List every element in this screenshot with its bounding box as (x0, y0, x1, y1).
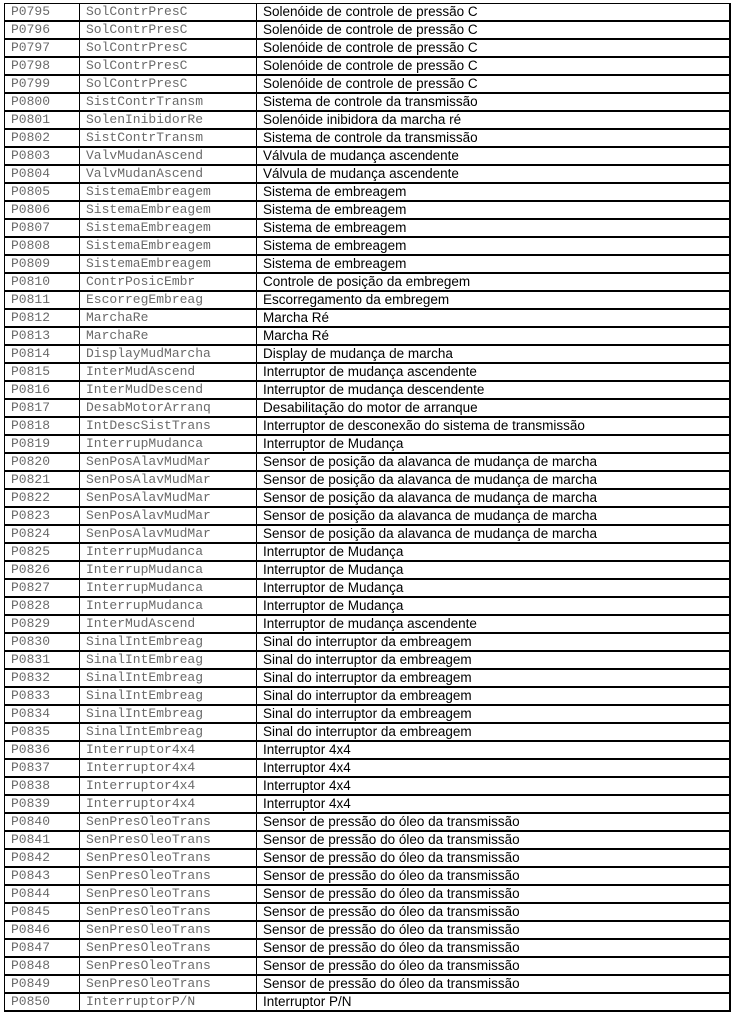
table-row (5, 453, 730, 471)
dtc-mnemonic-cell: SenPresOleoTrans (80, 813, 257, 831)
dtc-description-cell: Interruptor de Mudança (257, 543, 730, 561)
table-row (5, 921, 730, 939)
dtc-code-cell: P0847 (5, 939, 80, 957)
dtc-mnemonic-cell: SinalIntEmbreag (80, 669, 257, 687)
dtc-description-cell: Interruptor de Mudança (257, 597, 730, 615)
table-row (5, 57, 730, 75)
dtc-mnemonic-cell: Interruptor4x4 (80, 759, 257, 777)
dtc-mnemonic-cell: InterrupMudanca (80, 561, 257, 579)
dtc-description-cell: Sensor de pressão do óleo da transmissão (257, 831, 730, 849)
dtc-description-cell: Solenóide de controle de pressão C (257, 75, 730, 93)
dtc-code-cell: P0804 (5, 165, 80, 183)
dtc-mnemonic-cell: SenPresOleoTrans (80, 849, 257, 867)
dtc-code-cell: P0816 (5, 381, 80, 399)
table-row (5, 399, 730, 417)
dtc-description-cell: Interruptor 4x4 (257, 795, 730, 813)
table-row (5, 291, 730, 309)
dtc-mnemonic-cell: SolContrPresC (80, 57, 257, 75)
dtc-mnemonic-cell: SenPosAlavMudMar (80, 507, 257, 525)
dtc-code-cell: P0845 (5, 903, 80, 921)
dtc-code-cell: P0815 (5, 363, 80, 381)
dtc-code-cell: P0834 (5, 705, 80, 723)
dtc-mnemonic-cell: SinalIntEmbreag (80, 633, 257, 651)
table-row (5, 471, 730, 489)
table-row (5, 813, 730, 831)
dtc-mnemonic-cell: SenPresOleoTrans (80, 903, 257, 921)
table-row (5, 687, 730, 705)
table-row (5, 363, 730, 381)
dtc-mnemonic-cell: Interruptor4x4 (80, 741, 257, 759)
table-row (5, 111, 730, 129)
dtc-mnemonic-cell: InterruptorP/N (80, 993, 257, 1011)
dtc-mnemonic-cell: SinalIntEmbreag (80, 651, 257, 669)
dtc-description-cell: Interruptor P/N (257, 993, 730, 1011)
table-row (5, 795, 730, 813)
dtc-description-cell: Sistema de embreagem (257, 255, 730, 273)
table-row (5, 975, 730, 993)
dtc-code-cell: P0813 (5, 327, 80, 345)
dtc-mnemonic-cell: SinalIntEmbreag (80, 705, 257, 723)
table-row (5, 777, 730, 795)
table-row (5, 543, 730, 561)
dtc-description-cell: Sensor de pressão do óleo da transmissão (257, 813, 730, 831)
dtc-code-cell: P0838 (5, 777, 80, 795)
dtc-description-cell: Interruptor de mudança ascendente (257, 363, 730, 381)
dtc-description-cell: Sensor de posição da alavanca de mudança de marcha (257, 453, 730, 471)
dtc-code-cell: P0829 (5, 615, 80, 633)
dtc-description-cell: Interruptor 4x4 (257, 759, 730, 777)
table-row (5, 39, 730, 57)
dtc-mnemonic-cell: IntDescSistTrans (80, 417, 257, 435)
dtc-code-cell: P0822 (5, 489, 80, 507)
dtc-description-cell: Marcha Ré (257, 327, 730, 345)
dtc-description-cell: Solenóide de controle de pressão C (257, 4, 730, 22)
table-row (5, 381, 730, 399)
dtc-description-cell: Sensor de pressão do óleo da transmissão (257, 885, 730, 903)
dtc-mnemonic-cell: SenPresOleoTrans (80, 957, 257, 975)
dtc-mnemonic-cell: SolContrPresC (80, 21, 257, 39)
dtc-description-cell: Display de mudança de marcha (257, 345, 730, 363)
table-row (5, 849, 730, 867)
dtc-code-cell: P0828 (5, 597, 80, 615)
dtc-mnemonic-cell: SenPresOleoTrans (80, 921, 257, 939)
dtc-description-cell: Interruptor de Mudança (257, 579, 730, 597)
dtc-mnemonic-cell: SistContrTransm (80, 93, 257, 111)
table-row (5, 129, 730, 147)
table-row (5, 885, 730, 903)
dtc-description-cell: Sinal do interruptor da embreagem (257, 687, 730, 705)
dtc-mnemonic-cell: SolContrPresC (80, 75, 257, 93)
dtc-description-cell: Sensor de pressão do óleo da transmissão (257, 903, 730, 921)
table-row (5, 615, 730, 633)
dtc-mnemonic-cell: SolContrPresC (80, 39, 257, 57)
dtc-code-cell: P0830 (5, 633, 80, 651)
dtc-mnemonic-cell: ContrPosicEmbr (80, 273, 257, 291)
table-row (5, 651, 730, 669)
dtc-code-cell: P0808 (5, 237, 80, 255)
dtc-mnemonic-cell: SistContrTransm (80, 129, 257, 147)
table-row (5, 237, 730, 255)
dtc-description-cell: Solenóide de controle de pressão C (257, 21, 730, 39)
dtc-description-cell: Interruptor de mudança ascendente (257, 615, 730, 633)
dtc-code-cell: P0814 (5, 345, 80, 363)
dtc-code-cell: P0831 (5, 651, 80, 669)
table-row (5, 147, 730, 165)
dtc-code-cell: P0811 (5, 291, 80, 309)
dtc-code-cell: P0848 (5, 957, 80, 975)
dtc-description-cell: Válvula de mudança ascendente (257, 165, 730, 183)
dtc-description-cell: Sinal do interruptor da embreagem (257, 651, 730, 669)
dtc-description-cell: Sinal do interruptor da embreagem (257, 669, 730, 687)
dtc-code-cell: P0820 (5, 453, 80, 471)
dtc-mnemonic-cell: SenPosAlavMudMar (80, 489, 257, 507)
table-row (5, 561, 730, 579)
dtc-mnemonic-cell: SistemaEmbreagem (80, 201, 257, 219)
dtc-code-cell: P0835 (5, 723, 80, 741)
dtc-code-cell: P0850 (5, 993, 80, 1011)
dtc-code-cell: P0803 (5, 147, 80, 165)
table-row (5, 867, 730, 885)
dtc-code-cell: P0832 (5, 669, 80, 687)
dtc-mnemonic-cell: DesabMotorArranq (80, 399, 257, 417)
dtc-code-table (4, 3, 731, 1012)
table-row (5, 993, 730, 1011)
dtc-mnemonic-cell: SenPosAlavMudMar (80, 453, 257, 471)
dtc-mnemonic-cell: InterrupMudanca (80, 597, 257, 615)
table-row (5, 93, 730, 111)
dtc-mnemonic-cell: SenPosAlavMudMar (80, 525, 257, 543)
table-row (5, 507, 730, 525)
dtc-code-cell: P0795 (5, 4, 80, 22)
dtc-code-cell: P0843 (5, 867, 80, 885)
dtc-description-cell: Interruptor de desconexão do sistema de transmissão (257, 417, 730, 435)
dtc-code-cell: P0805 (5, 183, 80, 201)
table-row (5, 669, 730, 687)
dtc-table-body (5, 4, 730, 1012)
dtc-mnemonic-cell: SistemaEmbreagem (80, 183, 257, 201)
dtc-code-cell: P0797 (5, 39, 80, 57)
dtc-mnemonic-cell: SinalIntEmbreag (80, 723, 257, 741)
dtc-code-cell: P0809 (5, 255, 80, 273)
table-row (5, 327, 730, 345)
dtc-description-cell: Sinal do interruptor da embreagem (257, 633, 730, 651)
table-row (5, 759, 730, 777)
dtc-mnemonic-cell: InterrupMudanca (80, 579, 257, 597)
dtc-description-cell: Marcha Ré (257, 309, 730, 327)
table-row (5, 255, 730, 273)
dtc-code-cell: P0801 (5, 111, 80, 129)
dtc-description-cell: Solenóide inibidora da marcha ré (257, 111, 730, 129)
dtc-mnemonic-cell: SinalIntEmbreag (80, 687, 257, 705)
table-row (5, 939, 730, 957)
table-row (5, 165, 730, 183)
dtc-code-cell: P0824 (5, 525, 80, 543)
dtc-code-cell: P0812 (5, 309, 80, 327)
dtc-code-cell: P0823 (5, 507, 80, 525)
table-row (5, 525, 730, 543)
dtc-code-cell: P0844 (5, 885, 80, 903)
dtc-description-cell: Interruptor 4x4 (257, 741, 730, 759)
dtc-code-cell: P0827 (5, 579, 80, 597)
table-row (5, 489, 730, 507)
dtc-code-cell: P0806 (5, 201, 80, 219)
dtc-code-cell: P0798 (5, 57, 80, 75)
dtc-description-cell: Desabilitação do motor de arranque (257, 399, 730, 417)
dtc-description-cell: Sensor de posição da alavanca de mudança de marcha (257, 489, 730, 507)
dtc-mnemonic-cell: SenPresOleoTrans (80, 831, 257, 849)
table-row (5, 957, 730, 975)
dtc-description-cell: Solenóide de controle de pressão C (257, 39, 730, 57)
dtc-code-cell: P0818 (5, 417, 80, 435)
table-row (5, 417, 730, 435)
dtc-description-cell: Escorregamento da embregem (257, 291, 730, 309)
dtc-mnemonic-cell: SenPresOleoTrans (80, 939, 257, 957)
dtc-code-cell: P0836 (5, 741, 80, 759)
table-row (5, 201, 730, 219)
dtc-description-cell: Sensor de posição da alavanca de mudança de marcha (257, 507, 730, 525)
dtc-mnemonic-cell: InterrupMudanca (80, 435, 257, 453)
table-row (5, 219, 730, 237)
table-row (5, 741, 730, 759)
dtc-mnemonic-cell: SistemaEmbreagem (80, 237, 257, 255)
dtc-mnemonic-cell: InterMudAscend (80, 363, 257, 381)
dtc-code-cell: P0841 (5, 831, 80, 849)
dtc-description-cell: Interruptor de mudança descendente (257, 381, 730, 399)
dtc-code-cell: P0800 (5, 93, 80, 111)
dtc-mnemonic-cell: SenPresOleoTrans (80, 885, 257, 903)
dtc-code-cell: P0799 (5, 75, 80, 93)
dtc-description-cell: Interruptor de Mudança (257, 435, 730, 453)
table-row (5, 4, 730, 22)
dtc-mnemonic-cell: MarchaRe (80, 309, 257, 327)
dtc-mnemonic-cell: ValvMudanAscend (80, 165, 257, 183)
dtc-code-cell: P0825 (5, 543, 80, 561)
table-row (5, 183, 730, 201)
table-row (5, 597, 730, 615)
dtc-description-cell: Sistema de embreagem (257, 201, 730, 219)
dtc-description-cell: Sensor de pressão do óleo da transmissão (257, 957, 730, 975)
dtc-mnemonic-cell: InterMudAscend (80, 615, 257, 633)
dtc-code-cell: P0796 (5, 21, 80, 39)
dtc-mnemonic-cell: ValvMudanAscend (80, 147, 257, 165)
dtc-description-cell: Interruptor de Mudança (257, 561, 730, 579)
dtc-description-cell: Sensor de posição da alavanca de mudança de marcha (257, 471, 730, 489)
dtc-mnemonic-cell: MarchaRe (80, 327, 257, 345)
dtc-mnemonic-cell: Interruptor4x4 (80, 777, 257, 795)
dtc-description-cell: Controle de posição da embregem (257, 273, 730, 291)
dtc-code-cell: P0821 (5, 471, 80, 489)
dtc-mnemonic-cell: SenPresOleoTrans (80, 975, 257, 993)
table-row (5, 309, 730, 327)
dtc-mnemonic-cell: InterrupMudanca (80, 543, 257, 561)
dtc-mnemonic-cell: EscorregEmbreag (80, 291, 257, 309)
dtc-description-cell: Sensor de pressão do óleo da transmissão (257, 939, 730, 957)
dtc-code-cell: P0807 (5, 219, 80, 237)
table-row (5, 723, 730, 741)
dtc-description-cell: Sistema de controle da transmissão (257, 129, 730, 147)
dtc-description-cell: Sensor de pressão do óleo da transmissão (257, 921, 730, 939)
dtc-mnemonic-cell: DisplayMudMarcha (80, 345, 257, 363)
dtc-code-cell: P0846 (5, 921, 80, 939)
dtc-code-cell: P0842 (5, 849, 80, 867)
table-row (5, 903, 730, 921)
dtc-code-cell: P0839 (5, 795, 80, 813)
dtc-description-cell: Sensor de pressão do óleo da transmissão (257, 975, 730, 993)
dtc-code-cell: P0826 (5, 561, 80, 579)
dtc-code-cell: P0817 (5, 399, 80, 417)
dtc-description-cell: Sistema de embreagem (257, 183, 730, 201)
dtc-description-cell: Sistema de embreagem (257, 237, 730, 255)
table-row (5, 579, 730, 597)
table-row (5, 831, 730, 849)
dtc-description-cell: Sistema de controle da transmissão (257, 93, 730, 111)
table-row (5, 705, 730, 723)
dtc-description-cell: Sensor de pressão do óleo da transmissão (257, 849, 730, 867)
dtc-description-cell: Sinal do interruptor da embreagem (257, 705, 730, 723)
dtc-description-cell: Solenóide de controle de pressão C (257, 57, 730, 75)
dtc-description-cell: Sistema de embreagem (257, 219, 730, 237)
table-row (5, 273, 730, 291)
dtc-code-cell: P0802 (5, 129, 80, 147)
dtc-mnemonic-cell: InterMudDescend (80, 381, 257, 399)
dtc-mnemonic-cell: SenPresOleoTrans (80, 867, 257, 885)
dtc-mnemonic-cell: SolenInibidorRe (80, 111, 257, 129)
dtc-description-cell: Válvula de mudança ascendente (257, 147, 730, 165)
table-row (5, 435, 730, 453)
dtc-description-cell: Interruptor 4x4 (257, 777, 730, 795)
dtc-description-cell: Sinal do interruptor da embreagem (257, 723, 730, 741)
dtc-code-cell: P0840 (5, 813, 80, 831)
dtc-mnemonic-cell: Interruptor4x4 (80, 795, 257, 813)
dtc-mnemonic-cell: SenPosAlavMudMar (80, 471, 257, 489)
dtc-mnemonic-cell: SolContrPresC (80, 4, 257, 22)
dtc-code-cell: P0833 (5, 687, 80, 705)
dtc-mnemonic-cell: SistemaEmbreagem (80, 219, 257, 237)
table-row (5, 633, 730, 651)
table-row (5, 75, 730, 93)
dtc-description-cell: Sensor de posição da alavanca de mudança de marcha (257, 525, 730, 543)
dtc-description-cell: Sensor de pressão do óleo da transmissão (257, 867, 730, 885)
table-row (5, 345, 730, 363)
dtc-code-cell: P0819 (5, 435, 80, 453)
table-row (5, 21, 730, 39)
dtc-mnemonic-cell: SistemaEmbreagem (80, 255, 257, 273)
dtc-code-cell: P0837 (5, 759, 80, 777)
dtc-code-cell: P0810 (5, 273, 80, 291)
dtc-code-cell: P0849 (5, 975, 80, 993)
